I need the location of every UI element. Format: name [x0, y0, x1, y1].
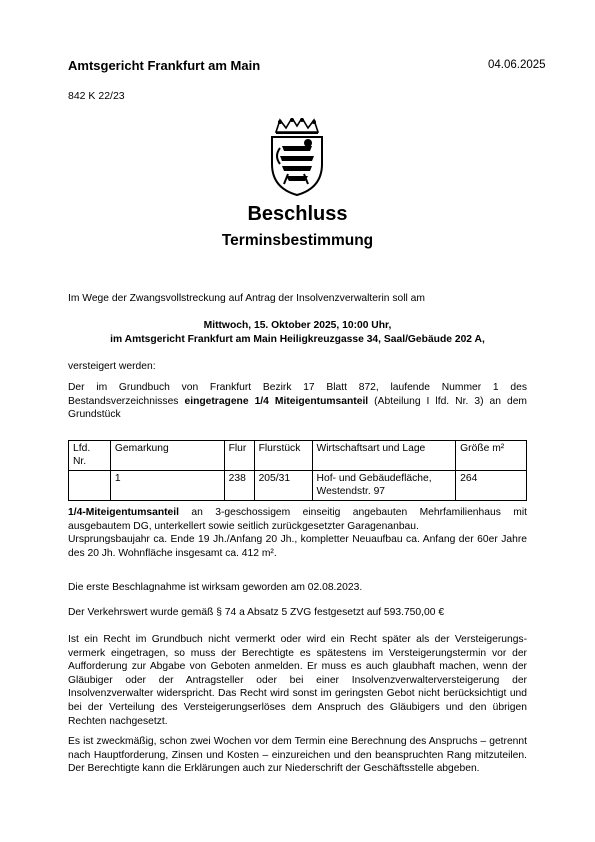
description-text: an 3-geschossigem einseitig angebauten Mehrfamilienhaus mit ausgebautem DG, unterkellert sowie seitlich zurückgesetzter Garagenanbau.: [68, 507, 527, 532]
grundbuch-text-1: Der im Grundbuch von Frankfurt Bezirk 17 Blatt 872, laufende Nummer 1 des Bestandsverzeichnisses: [68, 382, 527, 407]
termin-location: im Amtsgericht Frankfurt am Main Heiligkreuzgasse 34, Saal/Gebäude 202 A,: [110, 334, 485, 345]
table-cell: 264: [456, 471, 527, 501]
table-cell: [69, 471, 111, 501]
table-cell: 205/31: [254, 471, 312, 501]
table-header-lfd-nr: Lfd. Nr.: [69, 441, 111, 471]
document-date: 04.06.2025: [488, 59, 546, 71]
document-title: Beschluss: [247, 203, 348, 225]
table-header-flur: Flur: [224, 441, 254, 471]
hessen-coat-of-arms-icon: [266, 118, 328, 196]
table-header-flurstueck: Flurstück: [254, 441, 312, 471]
table-cell: 238: [224, 471, 254, 501]
table-header-wirtschaftsart: Wirtschaftsart und Lage: [312, 441, 456, 471]
grundbuch-bold: eingetragene 1/4 Miteigentumsanteil: [184, 395, 369, 407]
verkehrswert-paragraph: Der Verkehrswert wurde gemäß § 74 a Absatz 5 ZVG festgesetzt auf 593.750,00 €: [68, 607, 445, 618]
intro-paragraph: Im Wege der Zwangsvollstreckung auf Antrag der Insolvenzverwalterin soll am: [68, 293, 425, 304]
case-number: 842 K 22/23: [68, 90, 125, 102]
table-header-groesse: Größe m²: [456, 441, 527, 471]
beschlagnahme-paragraph: Die erste Beschlagnahme ist wirksam geworden am 02.08.2023.: [68, 582, 363, 593]
description-bold: 1/4-Miteigentumsanteil: [68, 507, 179, 518]
table-cell: 1: [110, 471, 224, 501]
court-name: Amtsgericht Frankfurt am Main: [68, 58, 261, 73]
grundbuch-paragraph: [68, 381, 527, 422]
table-row: [69, 471, 527, 501]
table-header-gemarkung: Gemarkung: [110, 441, 224, 471]
table-header-row: [69, 441, 527, 471]
document-subtitle: Terminsbestimmung: [221, 232, 374, 249]
table-cell: Hof- und Gebäudefläche, Westendstr. 97: [312, 471, 456, 501]
zweckmaessig-paragraph: Es ist zweckmäßig, schon zwei Wochen vor dem Termin eine Berechnung des Anspruchs – getrennt nach Hauptforderung, Zinsen und Kosten – einzureichen und den beanspruchten Rang mitzuteilen. Der Berechtigte kann die Erklärungen auch zur Niederschrift der Geschäftsstelle abgeben.: [68, 736, 527, 775]
recht-paragraph: Ist ein Recht im Grundbuch nicht vermerkt oder wird ein Recht später als der Versteigerungs-vermerk eingetragen, so muss der Berechtigte es spätestens im Versteigerungstermin vor der Aufforderung zur Abgabe von Geboten anmelden. Er muss es auch glaubhaft machen, wenn der Gläubiger oder der Antragsteller oder bei einer Insolvenzverwalterversteigerung der Insolvenzverwalter widerspricht. Das Recht wird sonst im geringsten Gebot nicht berücksichtigt und bei der Verteilung des Versteigerungserlöses dem Anspruch des Gläubigers und den übrigen Rechten nachgesetzt.: [68, 634, 527, 727]
versteigert-label: versteigert werden:: [68, 361, 156, 372]
description-baujahr: Ursprungsbaujahr ca. Ende 19 Jh./Anfang 20 Jh., kompletter Neuaufbau ca. Anfang der 60er Jahre des 20 Jh. Wohnfläche insgesamt ca. 412 m².: [68, 534, 527, 559]
termin-date: Mittwoch, 15. Oktober 2025, 10:00 Uhr,: [203, 320, 392, 331]
grundbuch-text-2: (Abteilung I lfd. Nr. 3) an dem Grundstück: [68, 395, 527, 421]
property-table: [68, 440, 527, 501]
description-paragraph: [68, 506, 527, 533]
